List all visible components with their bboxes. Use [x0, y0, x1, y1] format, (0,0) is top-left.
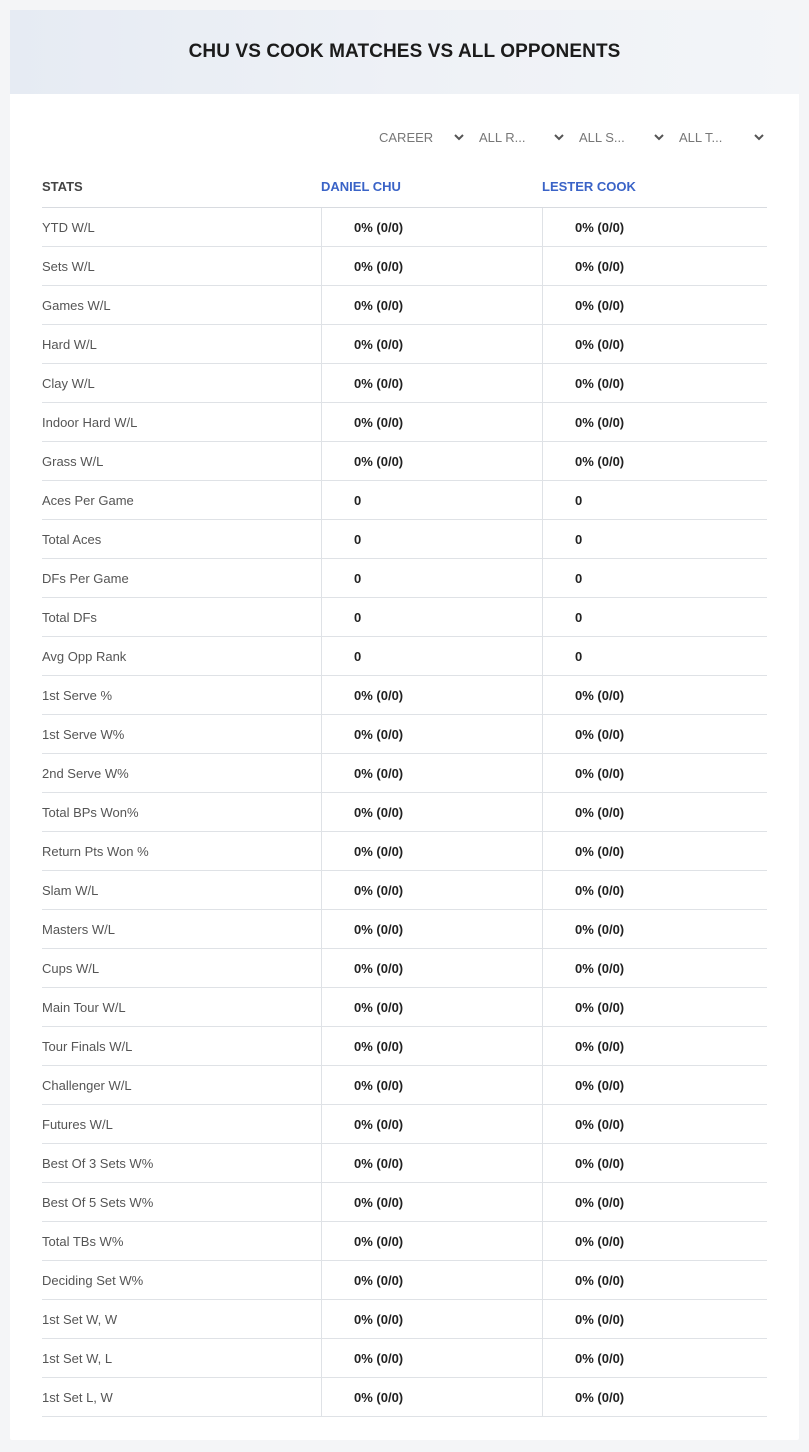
player1-value: 0% (0/0): [321, 910, 542, 948]
player2-value: 0% (0/0): [542, 286, 767, 324]
table-row: [42, 949, 767, 988]
stat-label: 1st Set L, W: [42, 1389, 113, 1405]
stats-table: [42, 165, 767, 1417]
stat-label: Challenger W/L: [42, 1077, 132, 1093]
player2-value: 0% (0/0): [542, 442, 767, 480]
table-row: [42, 988, 767, 1027]
table-row: [42, 871, 767, 910]
table-row: [42, 1144, 767, 1183]
player2-value: 0% (0/0): [542, 208, 767, 246]
player1-value: 0% (0/0): [321, 247, 542, 285]
stat-label: Best Of 3 Sets W%: [42, 1155, 154, 1171]
column-header-stats: STATS: [42, 178, 83, 194]
player2-value: 0: [542, 637, 767, 675]
stat-label: 1st Serve %: [42, 687, 113, 703]
table-row: [42, 910, 767, 949]
stat-label: Clay W/L: [42, 375, 95, 391]
stat-label: Cups W/L: [42, 960, 100, 976]
table-row: [42, 1222, 767, 1261]
player1-value: 0% (0/0): [321, 1105, 542, 1143]
player2-value: 0% (0/0): [542, 247, 767, 285]
player1-value: 0: [321, 559, 542, 597]
table-row: [42, 1300, 767, 1339]
table-row: [42, 754, 767, 793]
stat-label: Futures W/L: [42, 1116, 113, 1132]
player1-value: 0% (0/0): [321, 1300, 542, 1338]
stat-label: Best Of 5 Sets W%: [42, 1194, 154, 1210]
player2-value: 0: [542, 559, 767, 597]
table-row: [42, 676, 767, 715]
player2-value: 0% (0/0): [542, 793, 767, 831]
player2-value: 0% (0/0): [542, 1261, 767, 1299]
player1-value: 0% (0/0): [321, 676, 542, 714]
player1-link[interactable]: DANIEL CHU: [321, 178, 401, 194]
player2-value: 0% (0/0): [542, 403, 767, 441]
table-row: [42, 208, 767, 247]
player2-value: 0% (0/0): [542, 910, 767, 948]
filter-label: CAREER: [379, 129, 434, 145]
player2-link[interactable]: LESTER COOK: [542, 178, 636, 194]
table-row: [42, 559, 767, 598]
player2-value: 0% (0/0): [542, 676, 767, 714]
player1-value: 0% (0/0): [321, 949, 542, 987]
player1-value: 0% (0/0): [321, 442, 542, 480]
player2-value: 0% (0/0): [542, 988, 767, 1026]
player2-value: 0: [542, 520, 767, 558]
filter-label: ALL S...: [579, 129, 625, 145]
player2-value: 0% (0/0): [542, 1027, 767, 1065]
table-row: [42, 442, 767, 481]
table-row: [42, 832, 767, 871]
table-row: [42, 715, 767, 754]
player1-value: 0% (0/0): [321, 1144, 542, 1182]
player1-value: 0: [321, 598, 542, 636]
table-row: [42, 793, 767, 832]
stat-label: DFs Per Game: [42, 570, 129, 586]
stat-label: Total BPs Won%: [42, 804, 139, 820]
stat-label: Aces Per Game: [42, 492, 134, 508]
page-title: CHU VS COOK MATCHES VS ALL OPPONENTS: [188, 41, 621, 62]
table-row: [42, 520, 767, 559]
stat-label: Total TBs W%: [42, 1233, 124, 1249]
player2-value: 0% (0/0): [542, 1378, 767, 1416]
stat-label: Avg Opp Rank: [42, 648, 127, 664]
stat-label: Grass W/L: [42, 453, 104, 469]
player1-value: 0% (0/0): [321, 1261, 542, 1299]
player1-value: 0% (0/0): [321, 1027, 542, 1065]
table-body: [42, 208, 767, 1417]
player1-value: 0% (0/0): [321, 871, 542, 909]
player2-value: 0: [542, 481, 767, 519]
stat-label: 1st Set W, L: [42, 1350, 113, 1366]
player2-value: 0% (0/0): [542, 1183, 767, 1221]
filter-label: ALL R...: [479, 129, 526, 145]
table-row: [42, 325, 767, 364]
table-row: [42, 1339, 767, 1378]
player1-value: 0% (0/0): [321, 364, 542, 402]
player2-value: 0% (0/0): [542, 364, 767, 402]
player1-value: 0% (0/0): [321, 988, 542, 1026]
stat-label: Main Tour W/L: [42, 999, 126, 1015]
card-header: [10, 10, 799, 94]
player2-value: 0% (0/0): [542, 1222, 767, 1260]
player1-value: 0% (0/0): [321, 832, 542, 870]
player1-value: 0% (0/0): [321, 286, 542, 324]
player1-value: 0% (0/0): [321, 1183, 542, 1221]
table-header: [42, 165, 767, 208]
filter-label: ALL T...: [679, 129, 723, 145]
table-row: [42, 1183, 767, 1222]
player2-value: 0% (0/0): [542, 1339, 767, 1377]
player1-value: 0% (0/0): [321, 403, 542, 441]
stat-label: YTD W/L: [42, 219, 95, 235]
player1-value: 0% (0/0): [321, 325, 542, 363]
stat-label: Indoor Hard W/L: [42, 414, 138, 430]
table-row: [42, 286, 767, 325]
stat-label: Deciding Set W%: [42, 1272, 144, 1288]
filter-tournament-select[interactable]: [667, 126, 767, 148]
player2-value: 0: [542, 598, 767, 636]
stat-label: Sets W/L: [42, 258, 95, 274]
table-row: [42, 1261, 767, 1300]
player1-value: 0% (0/0): [321, 1066, 542, 1104]
player1-value: 0: [321, 637, 542, 675]
player2-value: 0% (0/0): [542, 1105, 767, 1143]
table-row: [42, 247, 767, 286]
stat-label: 2nd Serve W%: [42, 765, 129, 781]
filter-round-select[interactable]: [467, 126, 567, 148]
stats-card: [10, 10, 799, 1440]
player2-value: 0% (0/0): [542, 715, 767, 753]
player1-value: 0: [321, 520, 542, 558]
player1-value: 0% (0/0): [321, 1378, 542, 1416]
player2-value: 0% (0/0): [542, 1066, 767, 1104]
player2-value: 0% (0/0): [542, 1300, 767, 1338]
table-row: [42, 403, 767, 442]
player1-value: 0% (0/0): [321, 754, 542, 792]
player2-value: 0% (0/0): [542, 949, 767, 987]
stat-label: Return Pts Won %: [42, 843, 149, 859]
stat-label: Masters W/L: [42, 921, 115, 937]
player2-value: 0% (0/0): [542, 1144, 767, 1182]
player1-value: 0% (0/0): [321, 1222, 542, 1260]
player2-value: 0% (0/0): [542, 832, 767, 870]
player1-value: 0: [321, 481, 542, 519]
stat-label: 1st Serve W%: [42, 726, 125, 742]
filter-period-select[interactable]: [367, 126, 467, 148]
player2-value: 0% (0/0): [542, 871, 767, 909]
player2-value: 0% (0/0): [542, 325, 767, 363]
stat-label: Tour Finals W/L: [42, 1038, 133, 1054]
table-row: [42, 1378, 767, 1417]
stat-label: Hard W/L: [42, 336, 97, 352]
player2-value: 0% (0/0): [542, 754, 767, 792]
player1-value: 0% (0/0): [321, 793, 542, 831]
filter-bar: [367, 126, 767, 148]
table-row: [42, 1027, 767, 1066]
chevron-down-icon: [553, 131, 565, 143]
player1-value: 0% (0/0): [321, 715, 542, 753]
table-row: [42, 1066, 767, 1105]
stat-label: Total Aces: [42, 531, 102, 547]
stat-label: Slam W/L: [42, 882, 99, 898]
table-row: [42, 481, 767, 520]
stat-label: 1st Set W, W: [42, 1311, 118, 1327]
player1-value: 0% (0/0): [321, 1339, 542, 1377]
chevron-down-icon: [753, 131, 765, 143]
table-row: [42, 637, 767, 676]
player1-value: 0% (0/0): [321, 208, 542, 246]
table-row: [42, 1105, 767, 1144]
table-row: [42, 364, 767, 403]
stat-label: Total DFs: [42, 609, 97, 625]
chevron-down-icon: [653, 131, 665, 143]
table-row: [42, 598, 767, 637]
stat-label: Games W/L: [42, 297, 111, 313]
filter-surface-select[interactable]: [567, 126, 667, 148]
chevron-down-icon: [453, 131, 465, 143]
